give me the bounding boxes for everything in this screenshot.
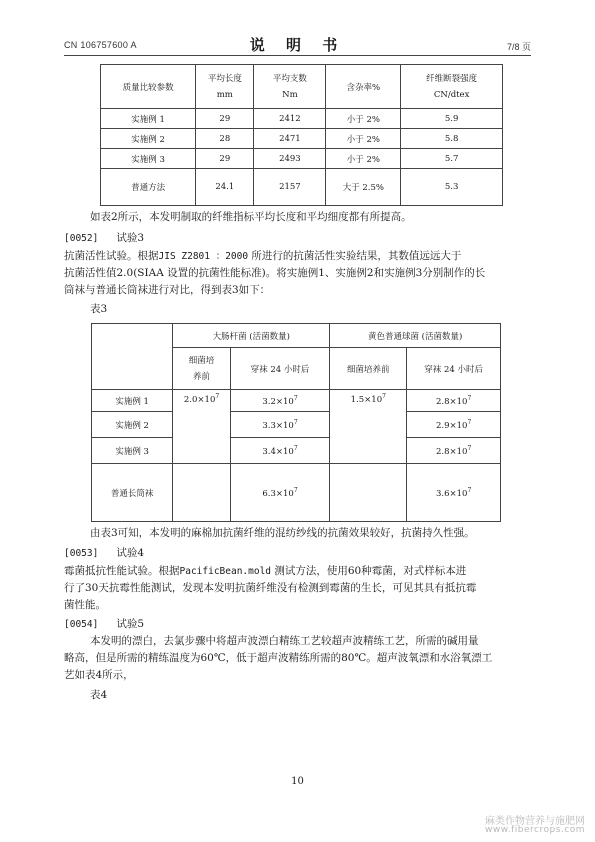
watermark-site-name: 麻类作物营养与施肥网 <box>485 816 585 827</box>
value-text: 2.0×10 <box>183 395 216 405</box>
table-cell: 5.7 <box>401 149 503 169</box>
table-row <box>101 129 503 149</box>
table-cell: 5.9 <box>401 109 503 129</box>
table-cell <box>230 390 330 412</box>
header-cell <box>101 65 196 109</box>
row-label: 实施例 1 <box>92 390 173 412</box>
text-span: 抗菌活性试验。根据 <box>64 250 159 262</box>
table-header-row <box>101 65 503 109</box>
exponent: 7 <box>467 418 472 426</box>
value-text: 3.4×10 <box>262 446 294 457</box>
value-text: 2.8×10 <box>436 396 468 407</box>
exponent: 7 <box>382 393 386 400</box>
header-label: 质量比较参数 <box>122 82 174 93</box>
table-2 <box>100 64 503 206</box>
paragraph-0053-heading <box>64 546 144 561</box>
section-heading: 试验5 <box>116 618 145 630</box>
section-heading: 试验4 <box>116 547 145 559</box>
header-cell <box>326 65 401 109</box>
group-header: 黄色普通球菌 (活菌数量) <box>330 324 501 348</box>
value-text: 2.9×10 <box>436 420 468 431</box>
subheader-cell: 穿袜 24 小时后 <box>230 348 330 390</box>
table-cell: 28 <box>196 129 254 149</box>
standard-code: JIS Z2801 ：2000 <box>158 251 249 262</box>
table-3-note: 由表3可知，本发明的麻棉加抗菌纤维的混纺纱线的抗菌效果较好，抗菌持久性强。 <box>90 527 475 539</box>
table-cell: 大于 2.5% <box>326 169 401 206</box>
value-text: 1.5×10 <box>350 395 383 405</box>
exponent: 7 <box>215 393 220 400</box>
header-cell <box>401 65 503 109</box>
header-unit: Nm <box>282 89 298 100</box>
table-row <box>92 390 501 412</box>
value-text: 3.2×10 <box>262 396 294 407</box>
exponent: 7 <box>293 394 298 402</box>
table-cell: 5.8 <box>401 129 503 149</box>
subheader-cell: 细菌培养前 <box>330 348 407 390</box>
table-4-label: 表4 <box>90 689 108 701</box>
header-label: 纤维断裂强度 <box>426 73 478 84</box>
text-span: 测试方法，使用60种霉菌，对式样标本进 <box>271 565 467 577</box>
table-row <box>92 438 501 464</box>
method-code: PacificBean.mold <box>179 566 272 577</box>
paragraph-0054-heading <box>64 617 144 632</box>
text-span: 霉菌抵抗性能试验。根据 <box>64 565 180 577</box>
value-text: 3.3×10 <box>262 420 294 431</box>
subheader-cell <box>173 348 230 390</box>
watermark-url: www.fibercrops.com <box>485 825 585 835</box>
paragraph-line <box>64 249 461 264</box>
page-counter: 7/8 页 <box>506 42 531 52</box>
value-text: 2.8×10 <box>436 446 468 457</box>
table-cell: 小于 2% <box>326 129 401 149</box>
table-cell: 5.3 <box>401 169 503 206</box>
exponent: 7 <box>293 418 298 426</box>
paragraph-line: 艺如表4所示， <box>64 669 134 681</box>
header-cell <box>196 65 254 109</box>
paragraph-line: 菌性能。 <box>64 599 106 611</box>
subheader-label: 养前 <box>193 371 211 382</box>
exponent: 7 <box>293 444 298 452</box>
table-cell <box>407 438 501 464</box>
subheader-label: 细菌培 <box>188 355 215 366</box>
table-cell: 2412 <box>254 109 326 129</box>
page-number: 10 <box>291 776 304 787</box>
header-label: 平均支数 <box>272 73 307 84</box>
header-cell <box>254 65 326 109</box>
exponent: 7 <box>467 444 472 452</box>
value-text: 6.3×10 <box>262 488 294 499</box>
text-span: 所进行的抗菌活性实验结果，其数值远远大于 <box>248 250 462 262</box>
table-cell <box>407 464 501 522</box>
table-cell: 29 <box>196 149 254 169</box>
corner-cell <box>92 324 173 390</box>
table-cell: 小于 2% <box>326 149 401 169</box>
table-row <box>101 109 503 129</box>
table-3-label: 表3 <box>90 303 108 315</box>
table-cell: 实施例 2 <box>101 129 196 149</box>
header-divider <box>64 55 531 56</box>
paragraph-line: 行了30天抗霉性能测试，发现本发明抗菌纤维没有检测到霉菌的生长，可见其具有抵抗霉 <box>64 582 477 594</box>
group-header: 大肠杆菌 (活菌数量) <box>173 324 330 348</box>
paragraph-tag: [0052] <box>64 233 99 244</box>
table-cell: 2157 <box>254 169 326 206</box>
section-heading: 试验3 <box>116 232 145 244</box>
table-cell <box>173 464 230 522</box>
table-row <box>101 149 503 169</box>
table-header-row <box>92 324 501 348</box>
table-cell: 普通方法 <box>101 169 196 206</box>
table-3 <box>91 323 501 522</box>
paragraph-line: 略高，但是所需的精练温度为60℃，低于超声波精练所需的80℃。超声波氧漂和水浴氧漂工 <box>64 652 493 664</box>
header-label: 含杂率% <box>346 82 381 93</box>
table-cell <box>173 390 230 464</box>
paragraph-0052-heading <box>64 231 144 246</box>
table-cell <box>230 464 330 522</box>
header-label: 平均长度 <box>207 73 242 84</box>
table-row <box>101 169 503 206</box>
row-label: 实施例 3 <box>92 438 173 464</box>
header-unit: mm <box>216 89 233 100</box>
header-unit: CN/dtex <box>433 89 470 100</box>
paragraph-line: 本发明的漂白，去氯步骤中将超声波漂白精练工艺较超声波精练工艺，所需的碱用量 <box>90 635 479 647</box>
table-cell: 2471 <box>254 129 326 149</box>
paragraph-tag: [0053] <box>64 548 99 559</box>
table-cell <box>230 438 330 464</box>
paragraph-line: 筒袜与普通长筒袜进行对比，得到表3如下： <box>64 284 271 296</box>
table-cell: 29 <box>196 109 254 129</box>
table-cell <box>407 390 501 412</box>
table-cell: 实施例 3 <box>101 149 196 169</box>
exponent: 7 <box>467 486 472 494</box>
table-cell: 2493 <box>254 149 326 169</box>
document-number: CN 106757600 A <box>64 40 137 50</box>
value-text: 3.6×10 <box>436 488 468 499</box>
table-row <box>92 464 501 522</box>
paragraph-line <box>64 564 466 579</box>
table-2-note: 如表2所示，本发明制取的纤维指标平均长度和平均细度都有所提高。 <box>90 211 412 223</box>
table-cell <box>230 412 330 438</box>
table-cell: 实施例 1 <box>101 109 196 129</box>
table-cell <box>330 464 407 522</box>
subheader-cell: 穿袜 24 小时后 <box>407 348 501 390</box>
exponent: 7 <box>293 486 298 494</box>
table-cell: 24.1 <box>196 169 254 206</box>
table-cell <box>407 412 501 438</box>
exponent: 7 <box>467 394 472 402</box>
row-label: 实施例 2 <box>92 412 173 438</box>
table-cell <box>330 390 407 464</box>
paragraph-line: 抗菌活性值2.0(SIAA 设置的抗菌性能标准)。将实施例1、实施例2和实施例3分别制作的长 <box>64 267 486 279</box>
row-label: 普通长筒袜 <box>92 464 173 522</box>
table-row <box>92 412 501 438</box>
paragraph-tag: [0054] <box>64 619 99 630</box>
page-title: 说 明 书 <box>249 36 346 54</box>
table-cell: 小于 2% <box>326 109 401 129</box>
